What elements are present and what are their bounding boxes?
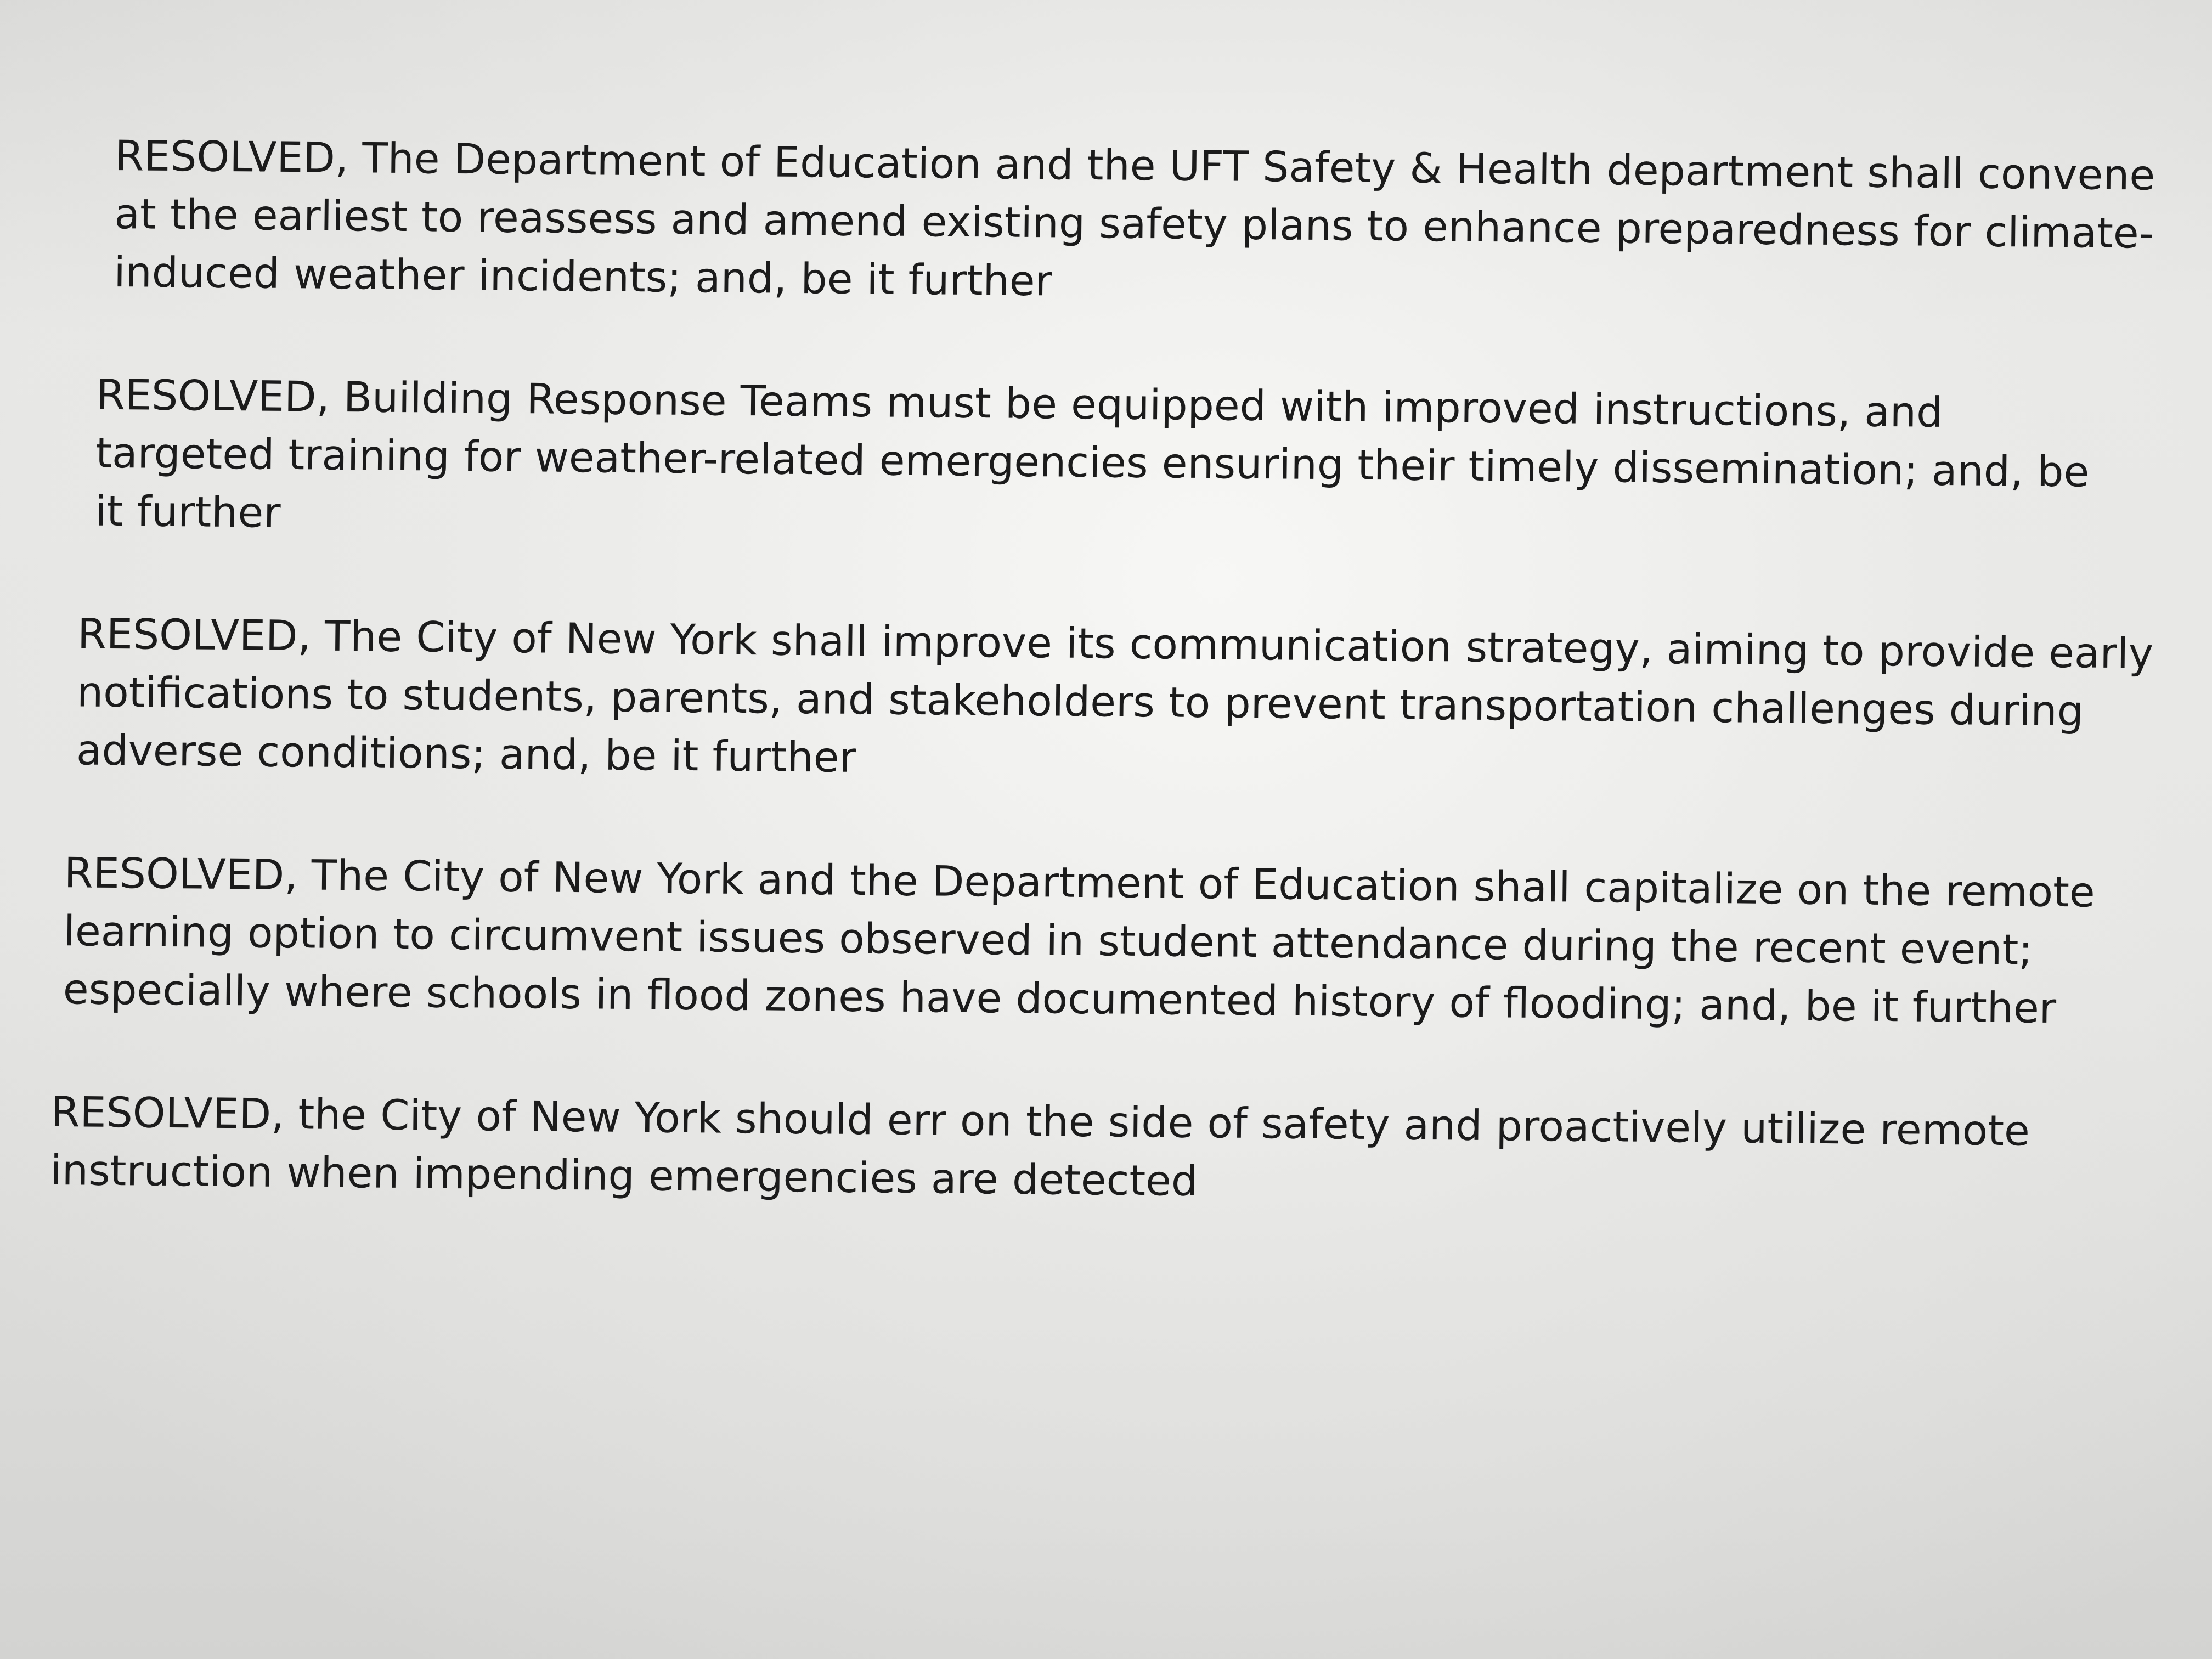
resolution-2: RESOLVED, Building Response Teams must be equipped with improved instructions, and targeted training for weather-related emergencies ensuring their timely dissemination; and, be it further [94, 370, 2090, 537]
resolutions-body [49, 126, 2178, 1284]
resolution-5: RESOLVED, the City of New York should err on the side of safety and proactively utilize remote instruction when impending emergencies are detected [50, 1087, 2030, 1205]
resolution-3: RESOLVED, The City of New York shall improve its communication strategy, aiming to provide early notifications to students, parents, and stakeholders to prevent transportation challenges during adverse conditions; and, be it further [76, 609, 2154, 782]
resolution-1: RESOLVED, The Department of Education and the UFT Safety & Health department shall convene at the earliest to reassess and amend existing safety plans to enhance preparedness for climate-induced weather incidents; and, be it further [114, 131, 2155, 306]
resolution-4: RESOLVED, The City of New York and the Department of Education shall capitalize on the remote learning option to circumvent issues observed in student attendance during the recent event; especially where schools in flood zones have documented history of flooding; and, be it further [63, 848, 2096, 1032]
